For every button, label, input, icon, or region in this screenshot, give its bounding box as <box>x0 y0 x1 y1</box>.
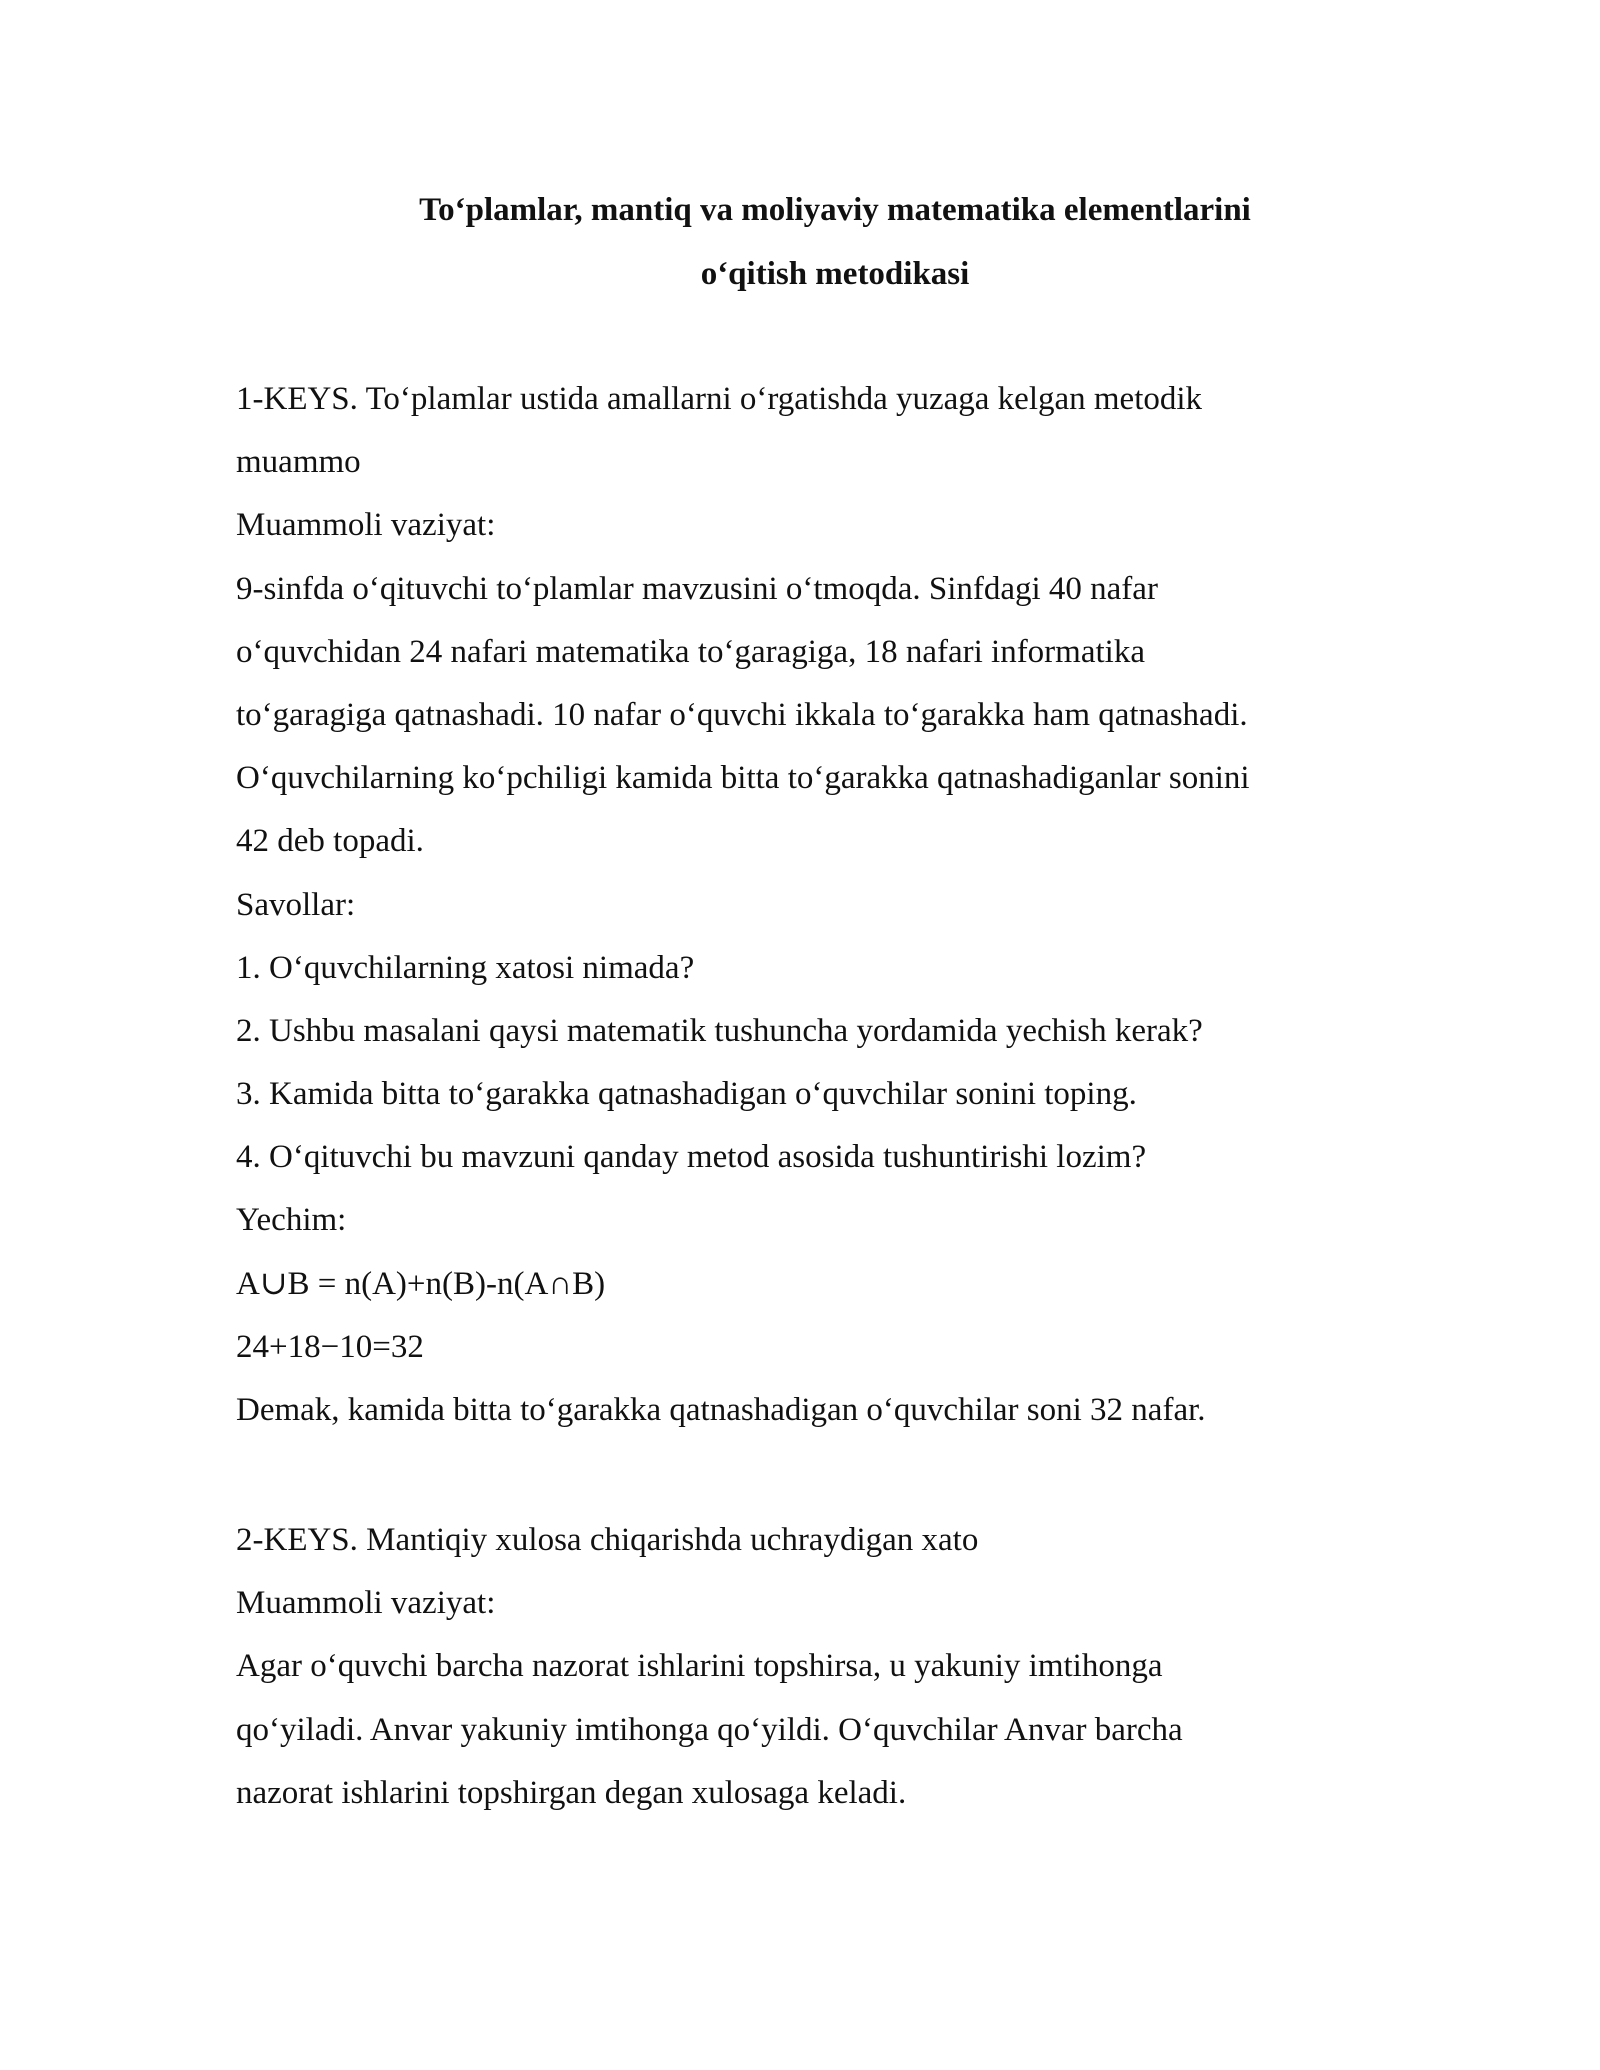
case-2-situation-text: Agar o‘quvchi barcha nazorat ishlarini topshirsa, u yakuniy imtihonga <box>236 1648 1163 1685</box>
case-1-solution-label: Yechim: <box>236 1202 347 1239</box>
case-1-situation-text: o‘quvchidan 24 nafari matematika to‘garagiga, 18 nafari informatika <box>236 633 1145 670</box>
case-2-situation-text: nazorat ishlarini topshirgan degan xulosaga keladi. <box>236 1774 907 1811</box>
case-2-situation-label: Muammoli vaziyat: <box>236 1585 496 1622</box>
case-1-question: 3. Kamida bitta to‘garakka qatnashadigan o‘quvchilar sonini toping. <box>236 1076 1137 1113</box>
case-2-heading: 2-KEYS. Mantiqiy xulosa chiqarishda uchraydigan xato <box>236 1522 979 1558</box>
case-1-questions-label: Savollar: <box>236 886 356 923</box>
document-title-line-1: To‘plamlar, mantiq va moliyaviy matematika elementlarini <box>419 192 1251 228</box>
case-1-question: 2. Ushbu masalani qaysi matematik tushuncha yordamida yechish kerak? <box>236 1012 1203 1049</box>
case-1-question: 1. O‘quvchilarning xatosi nimada? <box>236 949 695 986</box>
case-1-calculation: 24+18−10=32 <box>236 1328 424 1365</box>
case-1-situation-text: 9-sinfda o‘qituvchi to‘plamlar mavzusini o‘tmoqda. Sinfdagi 40 nafar <box>236 570 1158 607</box>
case-1-situation-text: to‘garagiga qatnashadi. 10 nafar o‘quvchi ikkala to‘garakka ham qatnashadi. <box>236 696 1248 733</box>
case-1-situation-text: O‘quvchilarning ko‘pchiligi kamida bitta to‘garakka qatnashadiganlar sonini <box>236 760 1250 797</box>
case-1-question: 4. O‘qituvchi bu mavzuni qanday metod asosida tushuntirishi lozim? <box>236 1139 1147 1176</box>
case-2-section <box>236 1509 1436 1825</box>
case-1-section <box>236 368 1436 1442</box>
case-1-heading: 1-KEYS. To‘plamlar ustida amallarni o‘rgatishda yuzaga kelgan metodik <box>236 381 1203 417</box>
case-1-situation-text: 42 deb topadi. <box>236 823 424 860</box>
document-title-line-2: o‘qitish metodikasi <box>700 256 970 292</box>
case-2-situation-text: qo‘yiladi. Anvar yakuniy imtihonga qo‘yildi. O‘quvchilar Anvar barcha <box>236 1711 1183 1748</box>
case-1-conclusion: Demak, kamida bitta to‘garakka qatnashadigan o‘quvchilar soni 32 nafar. <box>236 1392 1206 1428</box>
case-1-situation-label: Muammoli vaziyat: <box>236 507 496 544</box>
case-1-formula: A∪B = n(A)+n(B)-n(A∩B) <box>236 1265 606 1302</box>
case-1-heading-continued: muammo <box>236 444 361 481</box>
